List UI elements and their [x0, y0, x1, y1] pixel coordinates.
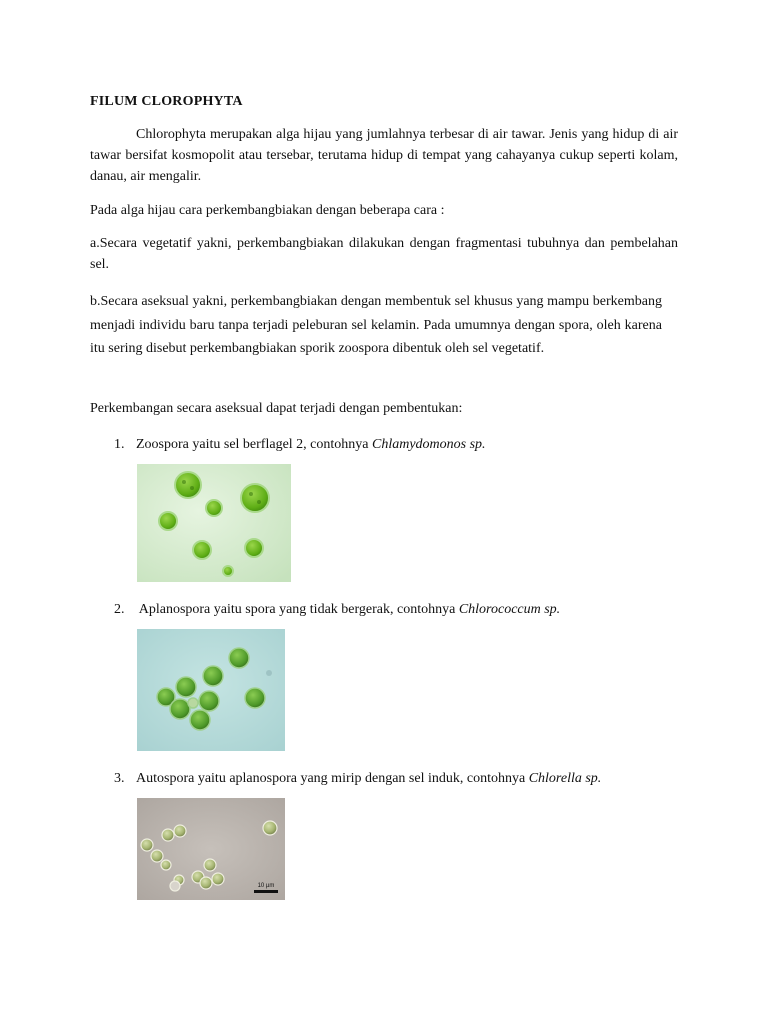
- list-item: [114, 768, 601, 789]
- micrograph-chlamydomonas: [137, 464, 291, 582]
- species-name: Chlorococcum sp.: [458, 602, 561, 617]
- species-name: Chlorella sp.: [528, 771, 602, 786]
- list-item: [114, 599, 560, 620]
- list-text: Autospora yaitu aplanospora yang mirip dengan sel induk, contohnya: [136, 771, 529, 786]
- species-name: Chlamydomonos sp.: [371, 437, 486, 452]
- list-text: Aplanospora yaitu spora yang tidak bergerak, contohnya: [136, 602, 459, 617]
- asexual-formation-paragraph: Perkembangan secara aseksual dapat terjadi dengan pembentukan:: [90, 401, 463, 416]
- list-number: 1.: [114, 437, 125, 452]
- micrograph-chlorococcum: [137, 629, 285, 751]
- asexual-paragraph: b.Secara aseksual yakni, perkembangbiakan dengan membentuk sel khusus yang mampu berkembang menjadi individu baru tanpa terjadi peleburan sel kelamin. Pada umumnya dengan spora, oleh karena itu sering disebut perkembangbiakan sporik zoospora dibentuk oleh sel vegetatif.: [90, 294, 662, 356]
- list-text: Zoospora yaitu sel berflagel 2, contohnya: [136, 437, 372, 452]
- vegetative-paragraph: a.Secara vegetatif yakni, perkembangbiakan dilakukan dengan fragmentasi tubuhnya dan pembelahan sel.: [90, 236, 678, 272]
- document-title: FILUM CLOROPHYTA: [90, 94, 243, 109]
- list-number: 2.: [114, 602, 125, 617]
- micrograph-chlorella: [137, 798, 285, 900]
- scale-bar-label: 10 µm: [257, 883, 275, 889]
- methods-intro-paragraph: Pada alga hijau cara perkembangbiakan dengan beberapa cara :: [90, 203, 445, 218]
- list-item: [114, 434, 486, 455]
- intro-paragraph: Chlorophyta merupakan alga hijau yang jumlahnya terbesar di air tawar. Jenis yang hidup di air tawar bersifat kosmopolit atau tersebar, terutama hidup di tempat yang cahayanya cukup seperti kolam, danau, air mengalir.: [90, 127, 678, 184]
- list-number: 3.: [114, 771, 125, 786]
